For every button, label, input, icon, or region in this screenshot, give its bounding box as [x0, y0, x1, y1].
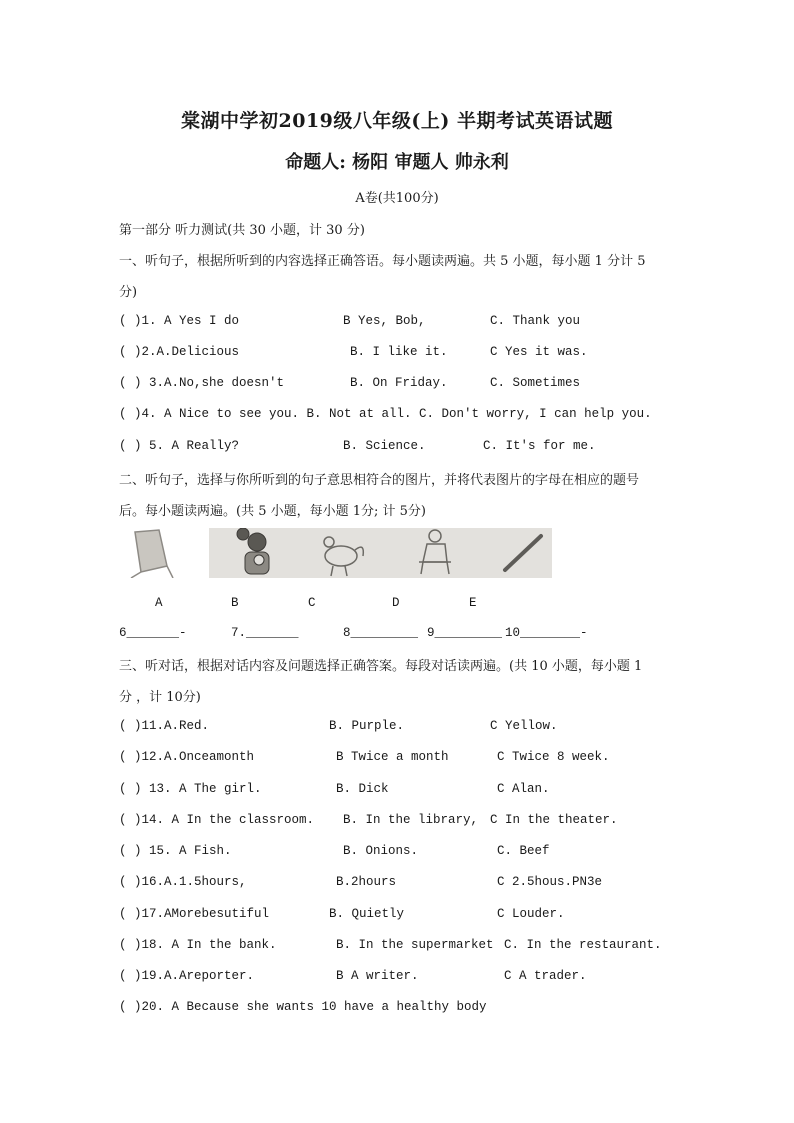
question-3-c: C. Sometimes	[490, 376, 581, 390]
question-1-c: C. Thank you	[490, 314, 581, 328]
question-12-a: ( )12.A.Onceamonth	[119, 750, 255, 764]
question-16-c: C 2.5hous.PN3e	[497, 875, 603, 889]
picture-letter-c: C	[308, 596, 316, 610]
question-5-b: B. Science.	[343, 439, 426, 453]
question-3-b: B. On Friday.	[350, 376, 448, 390]
blank-9[interactable]: 9_________	[427, 626, 503, 640]
blank-10[interactable]: 10________-	[505, 626, 588, 640]
question-5-a: ( ) 5. A Really?	[119, 439, 240, 453]
question-2-b: B. I like it.	[350, 345, 448, 359]
section3-instruction-line1: 三、听对话，根据对话内容及问题选择正确答案。每段对话读两遍。(共 10 小题，每小题 1	[119, 659, 643, 674]
exam-title: 棠湖中学初2019级八年级(上) 半期考试英语试题	[181, 110, 613, 132]
question-19-b: B A writer.	[336, 969, 419, 983]
picture-a-mirror	[131, 530, 173, 578]
question-18-c: C. In the restaurant.	[504, 938, 662, 952]
question-11-b: B. Purple.	[329, 719, 405, 733]
question-13-a: ( ) 13. A The girl.	[119, 782, 262, 796]
question-11-a: ( )11.A.Red.	[119, 719, 210, 733]
section2-instruction-line2: 后。每小题读两遍。(共 5 小题，每小题 1分; 计 5分)	[119, 504, 426, 519]
question-16-a: ( )16.A.1.5hours,	[119, 875, 247, 889]
blank-7[interactable]: 7._______	[231, 626, 299, 640]
question-19-c: C A trader.	[504, 969, 587, 983]
picture-letter-b: B	[231, 596, 239, 610]
picture-letter-a: A	[155, 596, 163, 610]
question-14-a: ( )14. A In the classroom.	[119, 813, 315, 827]
question-19-a: ( )19.A.Areporter.	[119, 969, 255, 983]
pictures-svg	[119, 528, 552, 578]
blank-8[interactable]: 8_________	[343, 626, 419, 640]
section2-instruction-line1: 二、听句子，选择与你所听到的句子意思相符合的图片，并将代表图片的字母在相应的题号	[119, 473, 640, 488]
part1-heading: 第一部分 听力测试(共 30 小题，计 30 分)	[119, 223, 365, 238]
section3-instruction-line2: 分 ，计 10分)	[119, 690, 201, 705]
question-4-text: ( )4. A Nice to see you. B. Not at all. C. Don't worry, I can help you.	[119, 407, 652, 421]
picture-row	[119, 528, 552, 578]
question-15-a: ( ) 15. A Fish.	[119, 844, 232, 858]
question-16-b: B.2hours	[336, 875, 397, 889]
section1-instruction-line2: 分)	[119, 285, 138, 300]
question-15-c: C. Beef	[497, 844, 550, 858]
paper-label: A卷(共100分)	[355, 191, 439, 206]
question-11-c: C Yellow.	[490, 719, 558, 733]
question-17-b: B. Quietly	[329, 907, 405, 921]
question-12-c: C Twice 8 week.	[497, 750, 610, 764]
question-17-a: ( )17.AMorebesutiful	[119, 907, 270, 921]
question-18-a: ( )18. A In the bank.	[119, 938, 277, 952]
question-13-b: B. Dick	[336, 782, 389, 796]
question-1-a: ( )1. A Yes I do	[119, 314, 240, 328]
question-2-c: C Yes it was.	[490, 345, 588, 359]
picture-letter-d: D	[392, 596, 400, 610]
question-3-a: ( ) 3.A.No,she doesn't	[119, 376, 285, 390]
section1-instruction-line1: 一、听句子，根据所听到的内容选择正确答语。每小题读两遍。共 5 小题，每小题 1 分计 5	[119, 254, 646, 269]
question-13-c: C Alan.	[497, 782, 550, 796]
question-5-c: C. It's for me.	[483, 439, 596, 453]
question-14-c: C In the theater.	[490, 813, 618, 827]
picture-letter-e: E	[469, 596, 477, 610]
question-20-text: ( )20. A Because she wants 10 have a healthy body	[119, 1000, 487, 1014]
question-18-b: B. In the supermarket	[336, 938, 494, 952]
question-17-c: C Louder.	[497, 907, 565, 921]
question-15-b: B. Onions.	[343, 844, 419, 858]
question-1-b: B Yes, Bob,	[343, 314, 426, 328]
exam-authors: 命题人: 杨阳 审题人 帅永利	[285, 152, 509, 173]
question-12-b: B Twice a month	[336, 750, 449, 764]
question-14-b: B. In the library,	[343, 813, 479, 827]
question-2-a: ( )2.A.Delicious	[119, 345, 240, 359]
blank-6[interactable]: 6_______-	[119, 626, 187, 640]
